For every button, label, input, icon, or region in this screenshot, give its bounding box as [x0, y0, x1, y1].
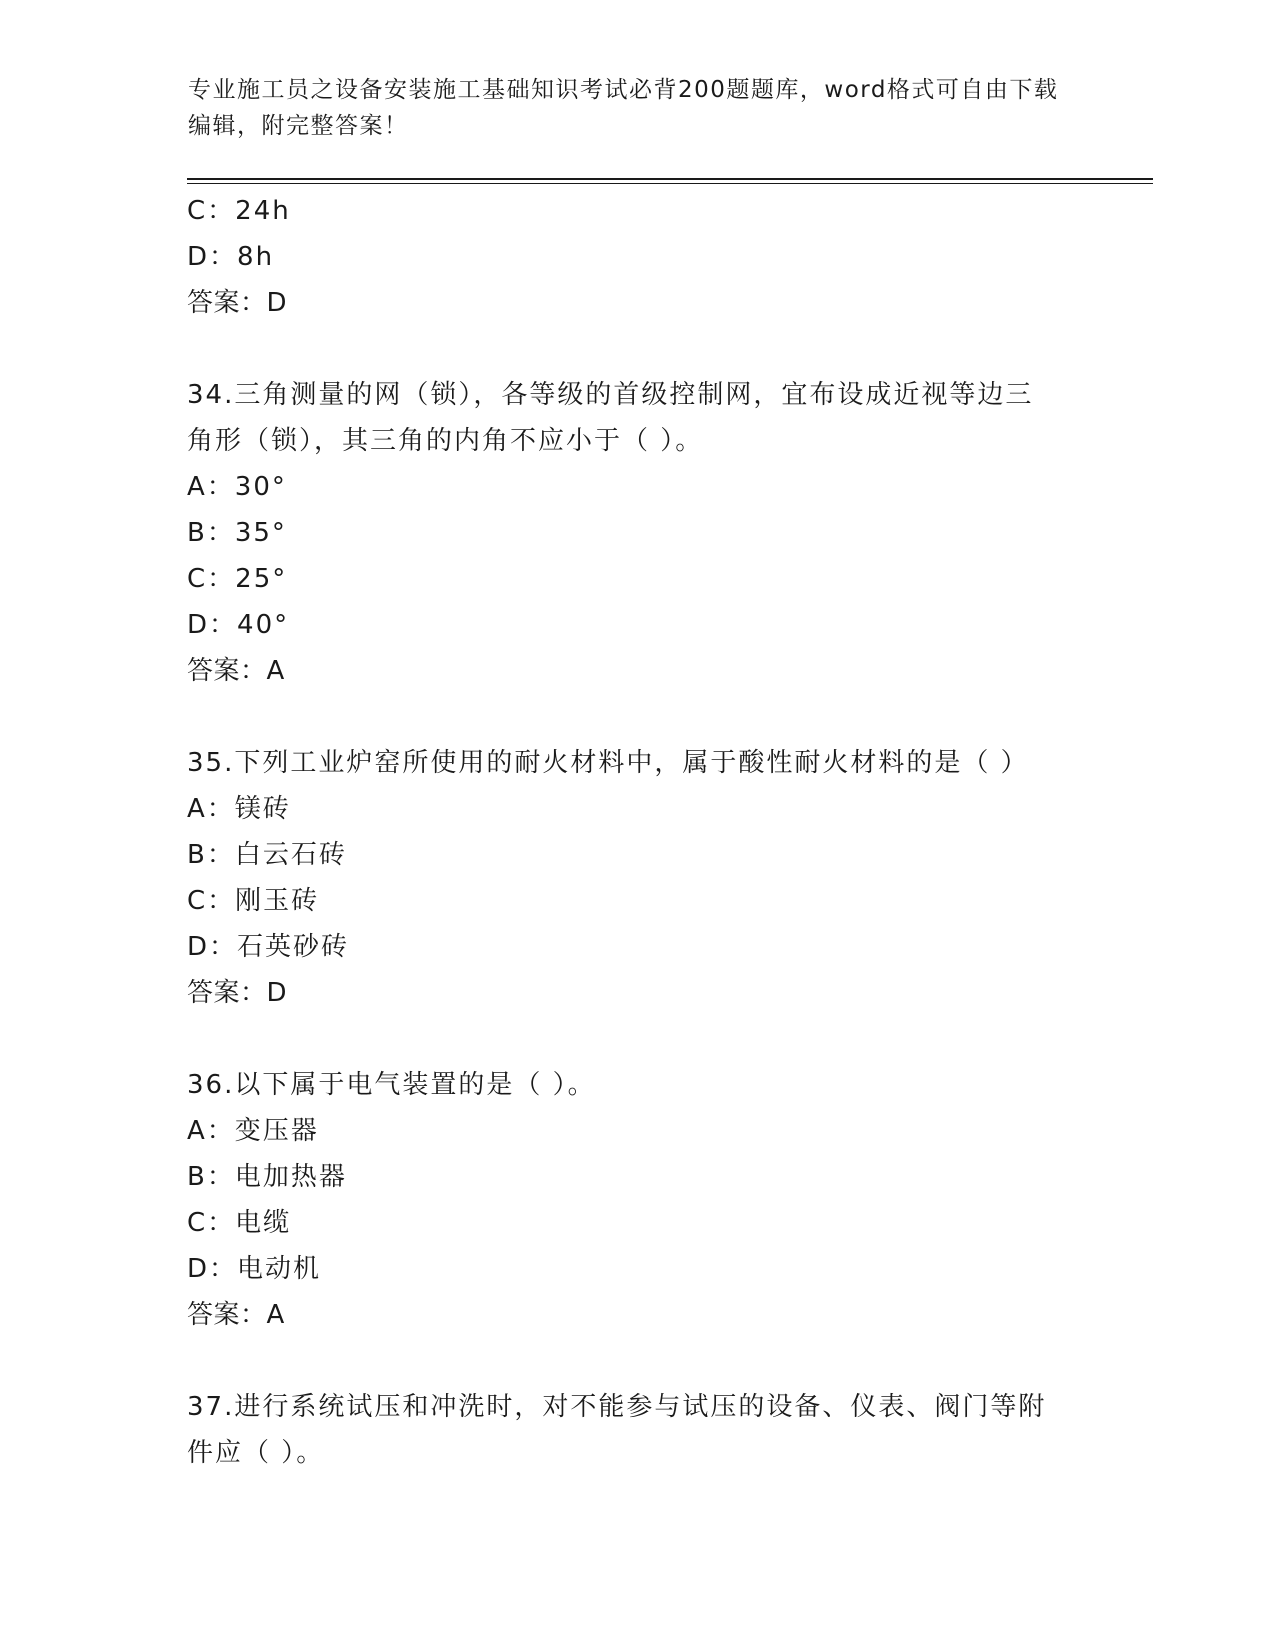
- spacer: [187, 1338, 1087, 1384]
- question-stem-line: 35.下列工业炉窑所使用的耐火材料中，属于酸性耐火材料的是（ ）: [187, 748, 1029, 778]
- question-stem-line: 36.以下属于电气装置的是（ ）。: [187, 1070, 596, 1100]
- spacer: [187, 1016, 1087, 1062]
- question-list: [187, 188, 1087, 1476]
- spacer: [187, 326, 1087, 372]
- header-divider-thick: [187, 178, 1153, 180]
- option-c: C：25°: [187, 564, 288, 594]
- question-stem-line: 角形（锁），其三角的内角不应小于（ ）。: [187, 426, 704, 456]
- question-stem-line: 34.三角测量的网（锁），各等级的首级控制网，宜布设成近视等边三: [187, 380, 1034, 410]
- option-a: A：变压器: [187, 1116, 319, 1146]
- document-header: [188, 72, 1068, 144]
- header-title-line-2: 编辑，附完整答案！: [188, 113, 409, 139]
- option-b: B：电加热器: [187, 1162, 347, 1192]
- option-b: B：白云石砖: [187, 840, 347, 870]
- question-34: [187, 372, 1087, 694]
- option-d: D：电动机: [187, 1254, 322, 1284]
- header-divider-thin: [187, 183, 1153, 184]
- answer-line: 答案：D: [187, 978, 288, 1008]
- question-36: [187, 1062, 1087, 1338]
- option-d: D：石英砂砖: [187, 932, 350, 962]
- header-title-line-1: 专业施工员之设备安装施工基础知识考试必背200题题库，word格式可自由下载: [188, 77, 1059, 103]
- spacer: [187, 694, 1087, 740]
- option-a: A：镁砖: [187, 794, 291, 824]
- question-stem-line: 37.进行系统试压和冲洗时，对不能参与试压的设备、仪表、阀门等附: [187, 1392, 1047, 1422]
- answer-line: 答案：A: [187, 1300, 285, 1330]
- answer-line: 答案：A: [187, 656, 285, 686]
- option-c: C：电缆: [187, 1208, 292, 1238]
- option-d: D：40°: [187, 610, 290, 640]
- answer-line: 答案：D: [187, 288, 288, 318]
- question-stem-line: 件应（ ）。: [187, 1438, 325, 1468]
- question-35: [187, 740, 1087, 1016]
- option-c: C：刚玉砖: [187, 886, 320, 916]
- question-37: [187, 1384, 1087, 1476]
- option-c: C：24h: [187, 196, 291, 226]
- option-d: D：8h: [187, 242, 275, 272]
- option-b: B：35°: [187, 518, 287, 548]
- question-33-tail: [187, 188, 1087, 326]
- option-a: A：30°: [187, 472, 287, 502]
